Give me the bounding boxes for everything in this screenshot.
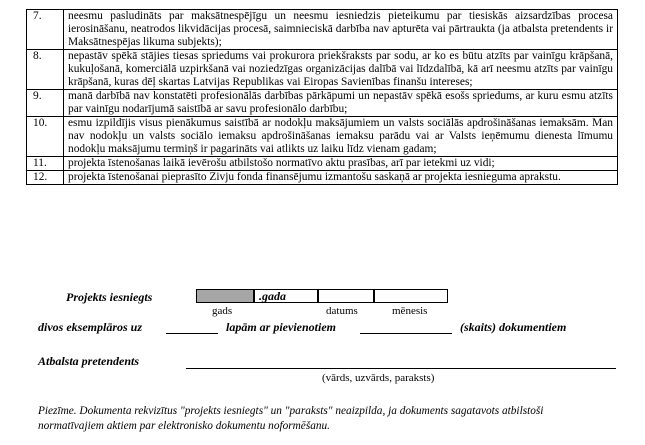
day-caption: datums bbox=[326, 305, 358, 317]
applicant-label: Atbalsta pretendents bbox=[38, 354, 140, 368]
requirement-text: projekta īstenošanas laikā ievērošu atbilstošo normatīvo aktu prasības, arī par ietekmi uz vidi; bbox=[64, 157, 618, 171]
year-box[interactable] bbox=[196, 289, 254, 303]
requirement-row bbox=[27, 90, 618, 117]
requirement-text: projekta īstenošanai pieprasīto Zivju fonda finansējumu izmantošu saskaņā ar projekta iesnieguma aprakstu. bbox=[64, 171, 618, 185]
requirement-number: 11. bbox=[27, 157, 64, 171]
requirement-text: esmu izpildījis visus pienākumus saistībā ar nodokļu maksājumiem un valsts sociālās apdrošināšanas iemaksām. Man nav nodokļu un valsts sociālo iemaksu apdrošināšanas iemaksu parādu vai ar Valsts ieņēmumu dienesta līmumu nodokļu maksājumu termiņš ir pagarināts vai atlikts uz laiku līdz vienam gadam; bbox=[64, 117, 618, 157]
copies-text-3: (skaits) dokumentiem bbox=[460, 320, 567, 334]
gada-text: .gada bbox=[259, 289, 286, 303]
signature-line[interactable] bbox=[186, 368, 616, 369]
requirement-row bbox=[27, 171, 618, 185]
requirement-number: 7. bbox=[27, 10, 64, 50]
copies-text-2: lapām ar pievienotiem bbox=[226, 320, 336, 334]
requirement-number: 9. bbox=[27, 90, 64, 117]
documents-count-line[interactable] bbox=[360, 333, 452, 334]
pages-count-line[interactable] bbox=[166, 333, 218, 334]
footnote: Piezīme. Dokumenta rekvizītus "projekts iesniegts" un "paraksts" neaizpilda, ja dokuments sagatavots atbilstoši normatīvajiem aktiem par elektronisko dokumentu noformēšanu. bbox=[38, 405, 544, 432]
signature-caption: (vārds, uzvārds, paraksts) bbox=[322, 372, 435, 384]
requirement-number: 12. bbox=[27, 171, 64, 185]
requirement-row bbox=[27, 117, 618, 157]
requirements-table bbox=[26, 9, 618, 185]
requirement-row bbox=[27, 50, 618, 90]
day-box[interactable] bbox=[318, 289, 374, 303]
month-caption: mēnesis bbox=[392, 305, 428, 317]
year-caption: gads bbox=[212, 305, 233, 317]
submitted-label: Projekts iesniegts bbox=[66, 290, 153, 304]
gada-box bbox=[254, 289, 318, 303]
requirement-number: 10. bbox=[27, 117, 64, 157]
requirement-text: nepastāv spēkā stājies tiesas spriedums vai prokurora priekšraksts par sodu, ar ko es būtu atzīts par vainīgu krāpšanā, kukuļošanā, komerciālā uzpirkšanā vai noziedzīgas organizācijas dalībā vai līdzdalībā, kā arī neesmu atzīts par vainīgu krāpšanā, kuras dēļ skartas Latvijas Republikas vai Eiropas Savienības finanšu intereses; bbox=[64, 50, 618, 90]
copies-text-1: divos eksemplāros uz bbox=[38, 320, 143, 334]
requirement-row bbox=[27, 157, 618, 171]
requirement-text: neesmu pasludināts par maksātnespējīgu un neesmu iesniedzis pieteikumu par tiesiskās aizsardzības procesa ierosināšanu, neatrodos likvidācijas procesā, saimnieciskā darbība nav apturēta vai pārtraukta (ja atbalsta pretendents ir Maksātnespējas likuma subjekts); bbox=[64, 10, 618, 50]
requirement-row bbox=[27, 10, 618, 50]
requirement-text: manā darbībā nav konstatēti profesionālās darbības pārkāpumi un nepastāv spēkā esošs spriedums, ar kuru esmu atzīts par vainīgu nodarījumā saistībā ar savu profesionālo darbību; bbox=[64, 90, 618, 117]
month-box[interactable] bbox=[374, 289, 448, 303]
requirement-number: 8. bbox=[27, 50, 64, 90]
